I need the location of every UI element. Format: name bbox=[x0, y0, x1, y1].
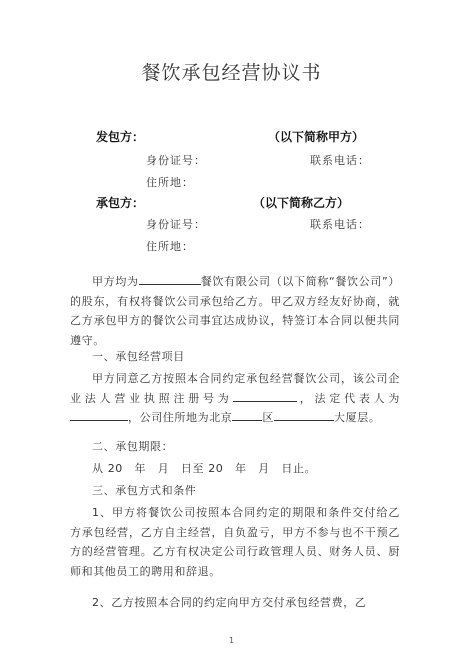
section1-part4: 区 bbox=[262, 411, 275, 424]
section3-heading: 三、承包方式和条件 bbox=[92, 484, 197, 497]
section2-period: 从 20 年 月 日至 20 年 月 日止。 bbox=[92, 462, 317, 475]
party-b-id-label: 身份证号： bbox=[146, 218, 206, 231]
party-b-phone-label: 联系电话： bbox=[310, 218, 370, 231]
party-a-phone-label: 联系电话： bbox=[310, 154, 370, 167]
party-a-id-label: 身份证号： bbox=[146, 154, 206, 167]
section1-part2: ，法定代表人为 bbox=[296, 391, 401, 405]
party-b-address-label: 住所地： bbox=[146, 240, 194, 253]
section2-heading: 二、承包期限： bbox=[92, 440, 174, 453]
party-a-alias: （以下简称甲方） bbox=[268, 130, 365, 144]
company-name-blank bbox=[139, 272, 201, 285]
party-a-label: 发包方： bbox=[96, 130, 145, 144]
intro-part1: 甲方均为 bbox=[92, 275, 139, 288]
section3-item1: 1、甲方将餐饮公司按照本合同约定的期限和条件交付给乙方承包经营，乙方自主经营，自负盈亏，甲方不参与也不干预乙方的经营管理。乙方有权决定公司行政管理人员、财务人员、厨师和其他员工的聘用和辞退。 bbox=[70, 506, 400, 578]
document-title: 餐饮承包经营协议书 bbox=[141, 62, 322, 84]
section1-heading: 一、承包经营项目 bbox=[92, 350, 185, 363]
intro-part2: 餐饮有限公司（以下简称“餐饮公司”）的股东，有权将餐饮公司承包给乙方。甲乙双方经友好协商，就乙方承包甲方的餐饮公司事宜达成协议，特签订本合同以便共同遵守。 bbox=[70, 275, 400, 347]
registration-number-blank bbox=[233, 389, 297, 402]
section1-part5: 大厦层。 bbox=[334, 411, 381, 424]
section3-item2: 2、乙方按照本合同的约定向甲方交付承包经营费，乙 bbox=[92, 596, 367, 609]
building-blank bbox=[274, 408, 334, 421]
district-blank bbox=[232, 408, 262, 421]
legal-representative-blank bbox=[70, 408, 128, 421]
intro-paragraph bbox=[70, 272, 400, 350]
party-b-label: 承包方： bbox=[96, 196, 145, 210]
party-b-alias: （以下简称乙方） bbox=[253, 196, 350, 210]
party-a-address-label: 住所地： bbox=[146, 176, 194, 189]
section1-part3: ，公司住所地为北京 bbox=[128, 411, 233, 424]
section1-body bbox=[70, 369, 400, 428]
page-number: 1 bbox=[228, 636, 235, 645]
section1-part1: 甲方同意乙方按照本合同约定承包经营餐饮公司，该公司企业法人营业执照注册号为 bbox=[70, 372, 400, 405]
